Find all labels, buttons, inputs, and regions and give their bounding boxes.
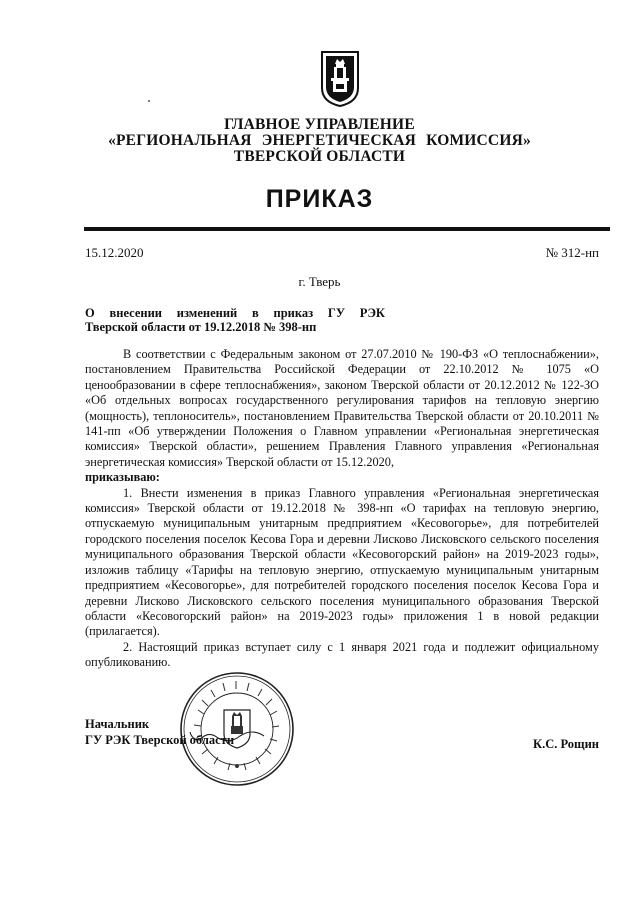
- document-place: г. Тверь: [298, 274, 341, 289]
- scan-speck: [148, 100, 150, 102]
- signatory-title-line2: ГУ РЭК Тверской области: [85, 733, 235, 747]
- ordered-heading: приказываю:: [85, 470, 160, 485]
- signatory-title: [85, 716, 234, 748]
- document-date: 15.12.2020: [85, 245, 144, 260]
- subject-line2: Тверской области от 19.12.2018 № 398-нп: [85, 320, 317, 334]
- order-item-1: 1. Внести изменения в приказ Главного управления «Региональная энергетическая комиссия» Тверской области от 19.12.2018 № 398-нп «О тарифах на тепловую энергию, отпускаемую муниципальным унитарным предприятием «Кесовогорье», для потребителей городского поселения поселок Кесова Гора и деревни Лисково Лисковского сельского поселения муниципального образования Тверской области «Кесовогорский район» на 2019-2023 годы», изложив таблицу «Тарифы на тепловую энергию, отпускаемую муниципальным унитарным предприятием «Кесовогорье», для потребителей городского поселения поселок Кесова Гора и деревни Лисково Лисковского сельского поселения муниципального образования Тверской области «Кесовогорский район» на 2019-2023 годы» приложения 1 в новой редакции (прилагается).: [85, 485, 599, 639]
- order-item-2: 2. Настоящий приказ вступает силу с 1 января 2021 года и подлежит официальному опубликованию.: [85, 639, 599, 670]
- document-subject: [85, 306, 385, 334]
- signatory-title-line1: Начальник: [85, 717, 150, 731]
- document-number: № 312-нп: [545, 245, 599, 260]
- tver-coat-of-arms-icon: [318, 50, 362, 108]
- signatory-name: К.С. Рощин: [533, 737, 599, 751]
- org-name-line1: ГЛАВНОЕ УПРАВЛЕНИЕ: [224, 116, 415, 133]
- org-name-line2: «РЕГИОНАЛЬНАЯ ЭНЕРГЕТИЧЕСКАЯ КОМИССИЯ»: [108, 132, 531, 149]
- document-type-title: ПРИКАЗ: [265, 185, 374, 213]
- document-body: [85, 347, 599, 671]
- preamble-paragraph: В соответствии с Федеральным законом от 27.07.2010 № 190-ФЗ «О теплоснабжении», постановлением Правительства Российской Федерации от 22.10.2012 № 1075 «О ценообразовании в сфере теплоснабжения», законом Тверской области от 20.12.2012 № 122-ЗО «Об отдельных вопросах государственного регулирования тарифов на тепловую энергию (мощность), теплоноситель», постановлением Правительства Тверской области от 20.10.2011 № 141-пп «Об утверждении Положения о Главном управлении «Региональная энергетическая комиссия» Тверской области», решением Правления Главного управления «Региональная энергетическая комиссия» Тверской области от 15.12.2020,: [85, 347, 599, 469]
- header-divider: [84, 227, 610, 231]
- subject-line1: О внесении изменений в приказ ГУ РЭК: [85, 306, 385, 320]
- org-name-line3: ТВЕРСКОЙ ОБЛАСТИ: [233, 148, 406, 165]
